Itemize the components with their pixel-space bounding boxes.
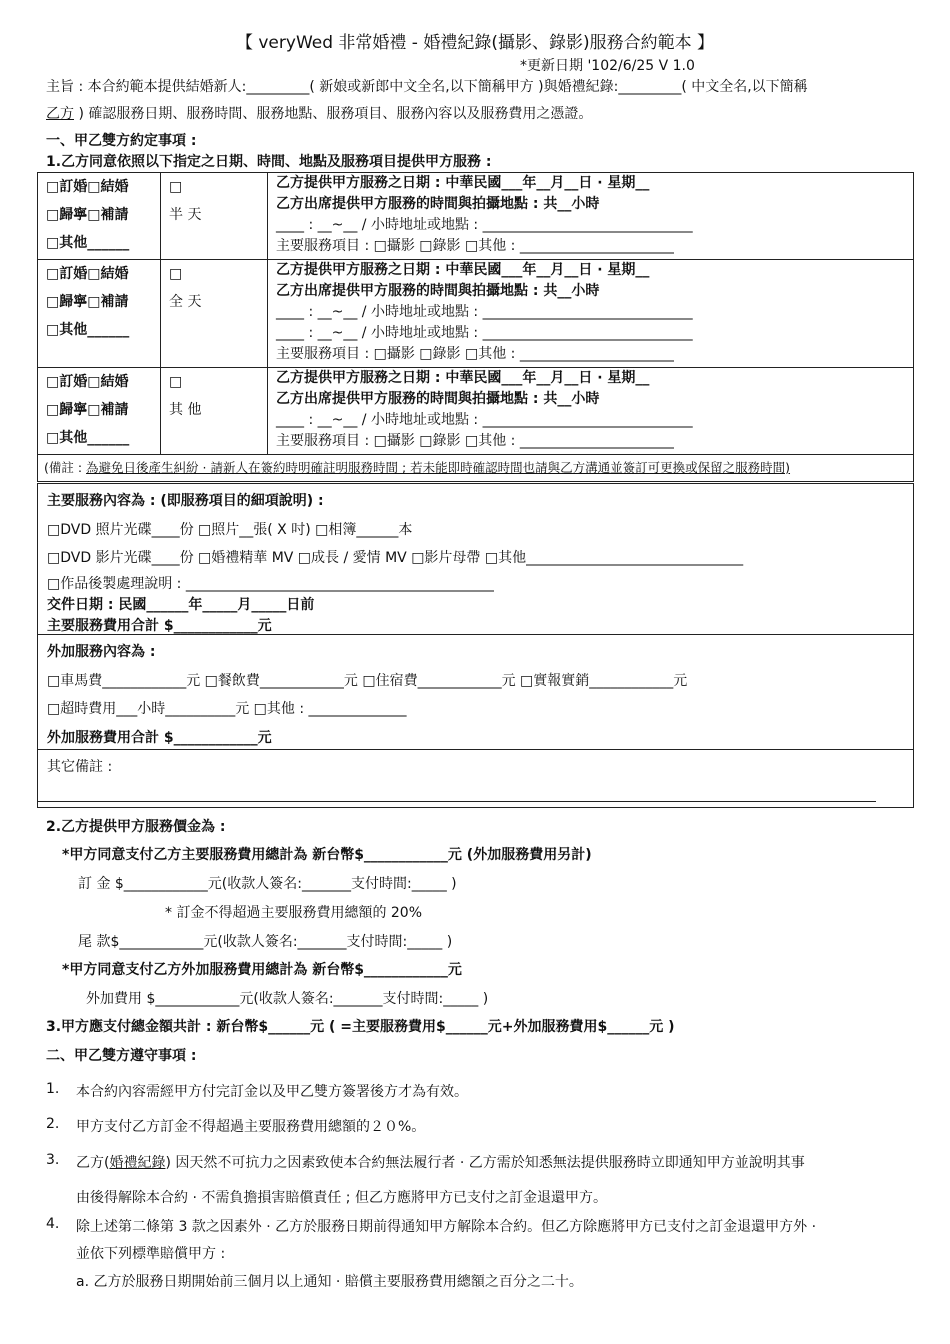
- service-time-line[interactable]: 乙方出席提供甲方服務的時間與拍攝地點 : 共__小時: [276, 283, 600, 299]
- duration-cell: [161, 173, 268, 260]
- list-item: [76, 1152, 805, 1172]
- event-type-cell: [38, 368, 161, 455]
- event-type-cell: [38, 260, 161, 368]
- duration-label: 半 天: [169, 207, 202, 223]
- event-type-line[interactable]: □其他______: [46, 430, 130, 446]
- service-time-line[interactable]: 乙方出席提供甲方服務的時間與拍攝地點 : 共__小時: [276, 391, 600, 407]
- duration-cell: [161, 368, 268, 455]
- table-row: [38, 368, 914, 455]
- main-fee-total-line[interactable]: *甲方同意支付乙方主要服務費用總計為 新台幣$____________元 (外加服務費用另計): [62, 847, 592, 863]
- intro-line-1: 主旨 : 本合約範本提供結婚新人:_________( 新娘或新郎中文全名,以下簡稱甲方 )與婚禮紀錄:_________( 中文全名,以下簡稱: [46, 79, 808, 95]
- list-item-underlined: 婚禮紀錄: [109, 1155, 166, 1171]
- party-b-label: 乙方: [46, 106, 74, 122]
- service-details-cell: [268, 260, 914, 368]
- event-type-line[interactable]: □歸寧□補請: [46, 207, 129, 223]
- pricing-heading: 2.乙方提供甲方服務價金為 :: [46, 819, 226, 835]
- list-item-continuation: 並依下列標準賠償甲方 :: [76, 1246, 226, 1262]
- duration-label: 全 天: [169, 294, 202, 310]
- service-date-line[interactable]: 乙方提供甲方服務之日期 : 中華民國___年__月__日 · 星期__: [276, 262, 650, 278]
- extra-service-line-2[interactable]: □超時費用___小時__________元 □其他 : ______________: [47, 701, 407, 717]
- list-sub-item-a: a. 乙方於服務日期開始前三個月以上通知 · 賠償主要服務費用總額之百分之二十。: [76, 1274, 583, 1290]
- deposit-note: * 訂金不得超過主要服務費用總額的 20%: [165, 905, 423, 921]
- service-location-line[interactable]: ____ : __~__ / 小時地址或地點 : ______________________________: [276, 217, 693, 233]
- service-date-line[interactable]: 乙方提供甲方服務之日期 : 中華民國___年__月__日 · 星期__: [276, 175, 650, 191]
- service-schedule-table: [37, 172, 914, 482]
- other-notes-box: [37, 749, 914, 808]
- duration-checkbox[interactable]: □: [169, 374, 183, 390]
- list-number: 4.: [46, 1216, 60, 1232]
- extra-service-line-1[interactable]: □車馬費____________元 □餐飲費____________元 □住宿費____________元 □實報實銷____________元: [47, 673, 688, 689]
- duration-cell: [161, 260, 268, 368]
- table-row: [38, 173, 914, 260]
- service-details-cell: [268, 368, 914, 455]
- list-item: 除上述第二條第 3 款之因素外 · 乙方於服務日期前得通知甲方解除本合約。但乙方除應將甲方已支付之訂金退還甲方外 ·: [76, 1219, 817, 1235]
- list-number: 2.: [46, 1116, 60, 1132]
- service-items-line[interactable]: 主要服務項目 : □攝影 □錄影 □其他 : ______________________: [276, 346, 674, 362]
- service-location-line[interactable]: ____ : __~__ / 小時地址或地點 : ______________________________: [276, 304, 693, 320]
- main-service-box: [37, 483, 914, 635]
- service-details-cell: [268, 173, 914, 260]
- event-type-line[interactable]: □其他______: [46, 322, 130, 338]
- table-row: [38, 260, 914, 368]
- main-service-heading: 主要服務內容為 : (即服務項目的細項說明) :: [47, 493, 324, 509]
- list-number: 1.: [46, 1081, 60, 1097]
- deposit-line[interactable]: 訂 金 $____________元(收款人簽名:_______支付時間:_____ ): [78, 876, 457, 892]
- list-item-text: ) 因天然不可抗力之因素致使本合約無法履行者 · 乙方需於知悉無法提供服務時立即通知甲方並說明其事: [165, 1155, 805, 1171]
- main-service-total[interactable]: 主要服務費用合計 $____________元: [47, 618, 272, 634]
- extra-fee-line[interactable]: 外加費用 $____________元(收款人簽名:_______支付時間:_____ ): [86, 991, 489, 1007]
- table-note-text: 為避免日後產生糾紛 · 請新人在簽約時明確註明服務時間 ; 若未能即時確認時間也請與乙方溝通並簽訂可更換或保留之服務時間): [86, 460, 791, 475]
- extra-service-heading: 外加服務內容為 :: [47, 644, 156, 660]
- table-note-prefix: (備註 :: [44, 460, 87, 475]
- service-date-line[interactable]: 乙方提供甲方服務之日期 : 中華民國___年__月__日 · 星期__: [276, 370, 650, 386]
- intro-line-2-text: ) 確認服務日期、服務時間、服務地點、服務項目、服務內容以及服務費用之憑證。: [74, 106, 593, 122]
- table-note: [38, 455, 914, 482]
- balance-line[interactable]: 尾 款$____________元(收款人簽名:_______支付時間:_____ ): [78, 934, 453, 950]
- table-note-row: [38, 455, 914, 482]
- extra-service-total[interactable]: 外加服務費用合計 $____________元: [47, 730, 272, 746]
- list-item: 甲方支付乙方訂金不得超過主要服務費用總額的２０%。: [76, 1119, 426, 1135]
- section-2-heading: 二、甲乙雙方遵守事項 :: [46, 1048, 197, 1064]
- grand-total-line[interactable]: 3.甲方應支付總金額共計 : 新台幣$______元 ( =主要服務費用$______元+外加服務費用$______元 ): [46, 1019, 675, 1035]
- main-service-line-1[interactable]: □DVD 照片光碟____份 □照片__張( X 吋) □相簿______本: [47, 522, 413, 538]
- event-type-line[interactable]: □訂婚□結婚: [46, 266, 129, 282]
- section-1-item-1: 1.乙方同意依照以下指定之日期、時間、地點及服務項目提供甲方服務 :: [46, 154, 492, 170]
- other-notes-line[interactable]: [38, 801, 876, 802]
- list-item: 本合約內容需經甲方付完訂金以及甲乙雙方簽署後方才為有效。: [76, 1084, 468, 1100]
- section-1-heading: 一、甲乙雙方約定事項 :: [46, 133, 197, 149]
- extra-service-box: [37, 634, 914, 750]
- event-type-line[interactable]: □歸寧□補請: [46, 294, 129, 310]
- service-location-line[interactable]: ____ : __~__ / 小時地址或地點 : ______________________________: [276, 412, 693, 428]
- page-title: 【 veryWed 非常婚禮 - 婚禮紀錄(攝影、錄影)服務合約範本 】: [235, 33, 715, 53]
- update-date: *更新日期 '102/6/25 V 1.0: [520, 58, 695, 74]
- duration-label: 其 他: [169, 402, 202, 418]
- service-items-line[interactable]: 主要服務項目 : □攝影 □錄影 □其他 : ______________________: [276, 433, 674, 449]
- service-location-line[interactable]: ____ : __~__ / 小時地址或地點 : ______________________________: [276, 325, 693, 341]
- event-type-line[interactable]: □訂婚□結婚: [46, 374, 129, 390]
- duration-checkbox[interactable]: □: [169, 266, 183, 282]
- event-type-line[interactable]: □其他______: [46, 235, 130, 251]
- delivery-date-line[interactable]: 交件日期 : 民國______年_____月_____日前: [47, 597, 315, 613]
- event-type-cell: [38, 173, 161, 260]
- main-service-line-2[interactable]: □DVD 影片光碟____份 □婚禮精華 MV □成長 / 愛情 MV □影片母帶 □其他_______________________________: [47, 550, 744, 566]
- intro-line-2: [46, 103, 592, 125]
- list-number: 3.: [46, 1152, 60, 1168]
- event-type-line[interactable]: □訂婚□結婚: [46, 179, 129, 195]
- duration-checkbox[interactable]: □: [169, 179, 183, 195]
- other-notes-label: 其它備註 :: [47, 759, 113, 775]
- service-items-line[interactable]: 主要服務項目 : □攝影 □錄影 □其他 : ______________________: [276, 238, 674, 254]
- event-type-line[interactable]: □歸寧□補請: [46, 402, 129, 418]
- service-time-line[interactable]: 乙方出席提供甲方服務的時間與拍攝地點 : 共__小時: [276, 196, 600, 212]
- post-production-line[interactable]: □作品後製處理說明 : ____________________________________________: [47, 576, 494, 592]
- list-item-prefix: 乙方(: [76, 1155, 110, 1171]
- list-item-continuation: 由後得解除本合約 · 不需負擔損害賠償責任 ; 但乙方應將甲方已支付之訂金退還甲方。: [76, 1190, 607, 1206]
- extra-fee-total-line[interactable]: *甲方同意支付乙方外加服務費用總計為 新台幣$____________元: [62, 962, 462, 978]
